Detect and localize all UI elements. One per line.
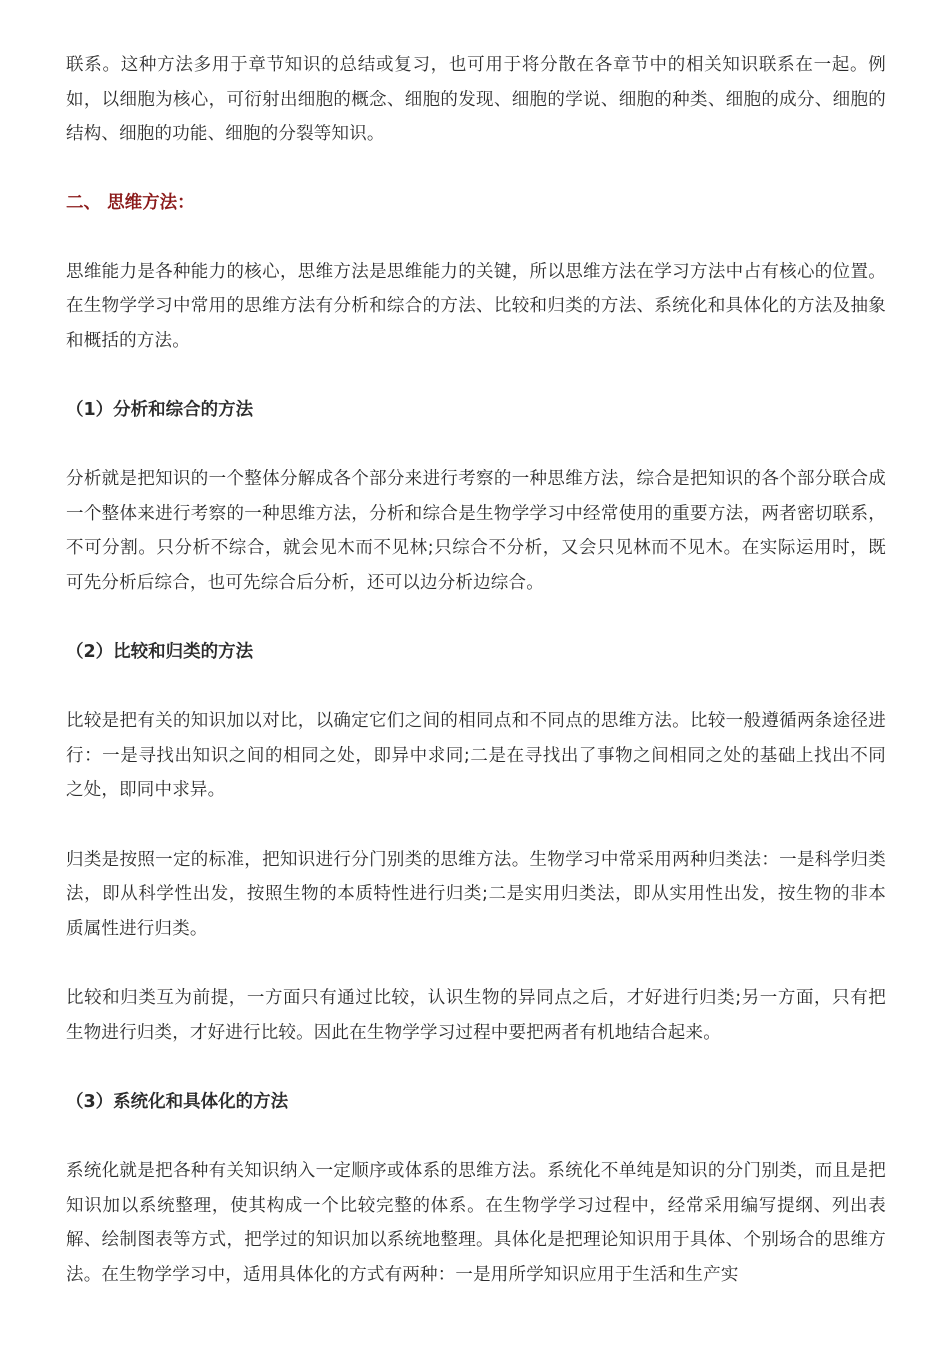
spacer <box>66 427 886 462</box>
article-body <box>66 48 886 1292</box>
spacer <box>66 946 886 981</box>
spacer <box>66 669 886 704</box>
systematize-paragraph: 系统化就是把各种有关知识纳入一定顺序或体系的思维方法。系统化不单纯是知识的分门别类，而且是把知识加以系统整理，使其构成一个比较完整的体系。在生物学学习过程中，经常采用编写提纲、列出表解、绘制图表等方式，把学过的知识加以系统地整理。具体化是把理论知识用于具体、个别场合的思维方法。在生物学学习中，适用具体化的方式有两种：一是用所学知识应用于生活和生产实 <box>66 1161 886 1285</box>
analysis-synthesis-paragraph: 分析就是把知识的一个整体分解成各个部分来进行考察的一种思维方法，综合是把知识的各个部分联合成一个整体来进行考察的一种思维方法，分析和综合是生物学学习中经常使用的重要方法，两者密切联系，不可分割。只分析不综合，就会见木而不见林;只综合不分析，又会只见林而不见木。在实际运用时，既可先分析后综合，也可先综合后分析，还可以边分析边综合。 <box>66 469 886 593</box>
section-intro-paragraph: 思维能力是各种能力的核心，思维方法是思维能力的关键，所以思维方法在学习方法中占有核心的位置。在生物学学习中常用的思维方法有分析和综合的方法、比较和归类的方法、系统化和具体化的方法及抽象和概括的方法。 <box>66 261 886 351</box>
subheading-compare-classify: （2）比较和归类的方法 <box>66 642 254 662</box>
subheading-analysis-synthesis: （1）分析和综合的方法 <box>66 400 254 420</box>
spacer <box>66 152 886 186</box>
spacer <box>66 358 886 393</box>
compare-paragraph: 比较是把有关的知识加以对比，以确定它们之间的相同点和不同点的思维方法。比较一般遵循两条途径进行：一是寻找出知识之间的相同之处，即异中求同;二是在寻找出了事物之间相同之处的基础上找出不同之处，即同中求异。 <box>66 711 886 800</box>
spacer <box>66 1050 886 1085</box>
spacer <box>66 600 886 635</box>
spacer <box>66 1119 886 1154</box>
compare-classify-relation-paragraph: 比较和归类互为前提，一方面只有通过比较，认识生物的异同点之后，才好进行归类;另一方面，只有把生物进行归类，才好进行比较。因此在生物学学习过程中要把两者有机地结合起来。 <box>66 988 886 1043</box>
classify-paragraph: 归类是按照一定的标准，把知识进行分门别类的思维方法。生物学习中常采用两种归类法：一是科学归类法，即从科学性出发，按照生物的本质特性进行归类;二是实用归类法，即从实用性出发，按生物的非本质属性进行归类。 <box>66 849 886 939</box>
spacer <box>66 220 886 255</box>
spacer <box>66 808 886 843</box>
subheading-systematize-concretize: （3）系统化和具体化的方法 <box>66 1092 289 1112</box>
intro-paragraph: 联系。这种方法多用于章节知识的总结或复习，也可用于将分散在各章节中的相关知识联系在一起。例如，以细胞为核心，可衍射出细胞的概念、细胞的发现、细胞的学说、细胞的种类、细胞的成分、细胞的结构、细胞的功能、细胞的分裂等知识。 <box>66 55 886 144</box>
section-heading-thinking-methods: 二、 思维方法： <box>66 192 195 213</box>
